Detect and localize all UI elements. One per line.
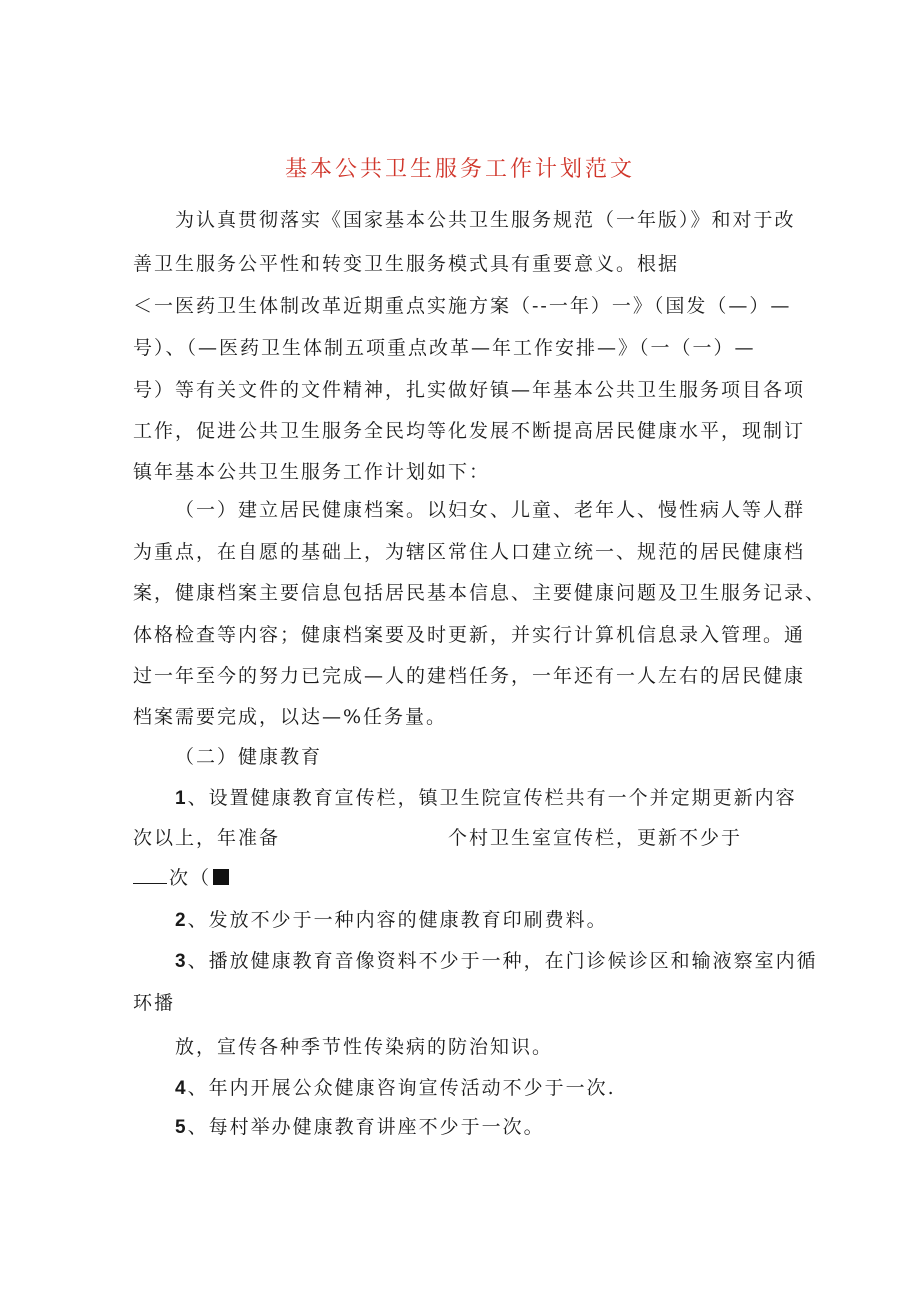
intro-line-6: 工作，促进公共卫生服务全民均等化发展不断提高居民健康水平，现制订 (133, 420, 806, 442)
intro-line-7: 镇年基本公共卫生服务工作计划如下： (133, 461, 491, 483)
item4-number: 4 (175, 1078, 188, 1099)
item5-text: 、每村举办健康教育讲座不少于一次。 (187, 1116, 545, 1138)
item1-text-1: 、设置健康教育宣传栏，镇卫生院宣传栏共有一个并定期更新内容 (187, 787, 797, 809)
section1-line-1: （一）建立居民健康档案。以妇女、儿童、老年人、慢性病人等人群 (175, 499, 806, 521)
black-square-icon (213, 869, 229, 885)
item1-text-2b: 个村卫生室宣传栏，更新不少于 (448, 827, 743, 849)
section1-line-5: 过一年至今的努力已完成—人的建档任务，一年还有一人左右的居民健康 (133, 665, 806, 687)
intro-line-2: 善卫生服务公平性和转变卫生服务模式具有重要意义。根据 (133, 253, 680, 275)
intro-line-3: ＜一医药卫生体制改革近期重点实施方案（--一年）一》（国发（—）— (133, 295, 792, 317)
section1-line-6: 档案需要完成，以达—%任务量。 (133, 706, 448, 728)
item1-text-2a: 次以上，年准备 (133, 827, 281, 849)
item1-line-3 (133, 863, 229, 890)
item3-line-3: 放，宣传各种季节性传染病的防治知识。 (175, 1036, 554, 1058)
item3-number: 3 (175, 951, 188, 972)
item2-text: 、发放不少于一种内容的健康教育印刷费料。 (187, 909, 608, 931)
item3-line-2: 环播 (133, 992, 176, 1014)
intro-line-5: 号）等有关文件的文件精神，扎实做好镇—年基本公共卫生服务项目各项 (133, 379, 806, 401)
intro-line-1: 为认真贯彻落实《国家基本公共卫生服务规范（一年版）》和对于改 (175, 209, 796, 231)
section2-heading: （二）健康教育 (175, 746, 323, 768)
item1-text-3: 次（ (169, 867, 212, 889)
item5-number: 5 (175, 1117, 188, 1138)
intro-line-4: 号）、（—医药卫生体制五项重点改革—年工作安排—》（一（一）— (133, 337, 756, 359)
item4-text: 、年内开展公众健康咨询宣传活动不少于一次. (187, 1077, 616, 1099)
section1-line-4: 体格检查等内容；健康档案要及时更新，并实行计算机信息录入管理。通 (133, 624, 806, 646)
item5-line (175, 1112, 545, 1139)
item4-line (175, 1073, 616, 1100)
document-title: 基本公共卫生服务工作计划范文 (284, 157, 635, 182)
item3-line-1 (175, 946, 818, 973)
item2-line (175, 905, 608, 932)
item3-text-1: 、播放健康教育音像资料不少于一种，在门诊候诊区和输液察室内循 (187, 950, 818, 972)
item1-line-2 (133, 823, 742, 850)
section1-line-3: 案，健康档案主要信息包括居民基本信息、主要健康问题及卫生服务记录、 (133, 582, 827, 604)
fill-in-blank (133, 865, 167, 884)
item1-number: 1 (175, 788, 188, 809)
item2-number: 2 (175, 910, 188, 931)
item1-line-1 (175, 783, 797, 810)
section1-line-2: 为重点，在自愿的基础上，为辖区常住人口建立统一、规范的居民健康档 (133, 541, 806, 563)
